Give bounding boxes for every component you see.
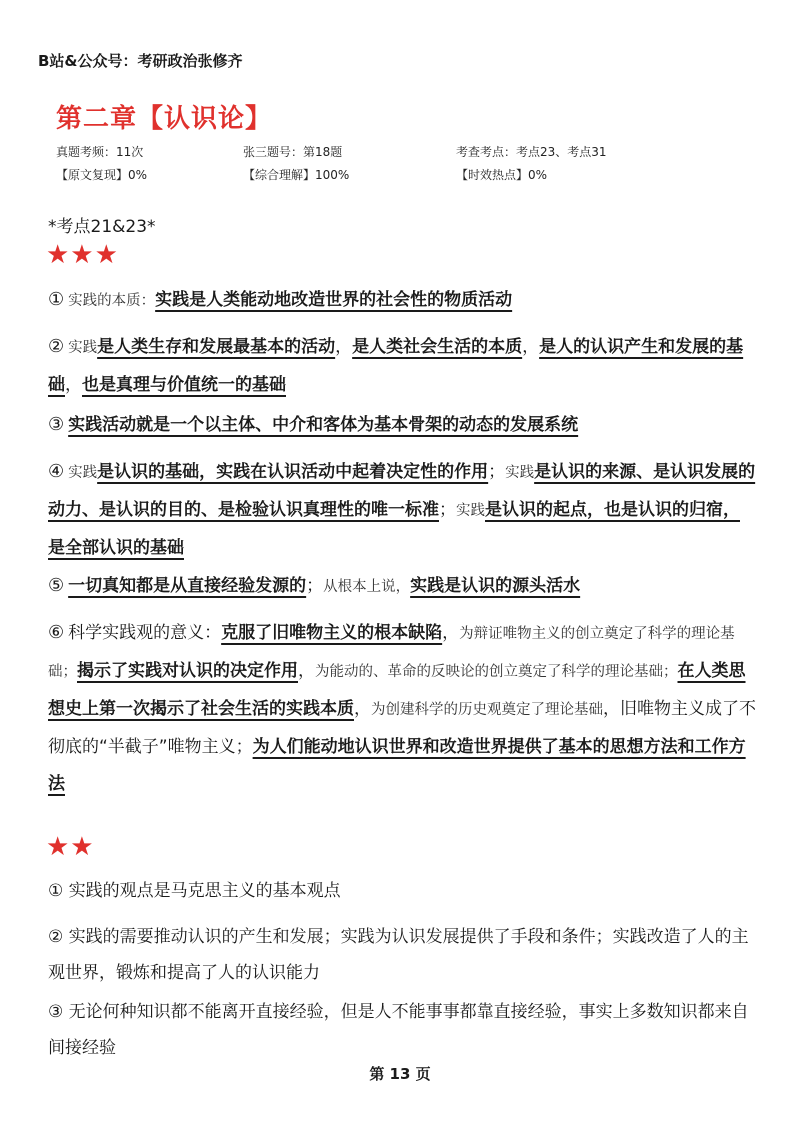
header-brand: B站&公众号：考研政治张修齐 (38, 52, 243, 70)
item-3-1: ① 实践的本质：实践是人类能动地改造世界的社会性的物质活动 (48, 289, 513, 310)
item-number: ② (48, 336, 65, 357)
meta-zhang-number: 张三题号：第18题 (243, 145, 343, 159)
item-2-1: ① 实践的观点是马克思主义的基本观点 (48, 881, 341, 901)
item-3-3: ③ 实践活动就是一个以主体、中介和客体为基本骨架的动态的发展系统 (48, 414, 579, 435)
item-2-3: ③ 无论何种知识都不能离开直接经验，但是人不能事事都靠直接经验，事实上多数知识都来自间接经验 (48, 1002, 749, 1058)
item-3-2: ② 实践是人类生存和发展最基本的活动，是人类社会生活的本质，是人的认识产生和发展的基础，也是真理与价值统一的基础 (48, 336, 744, 395)
item-3-4: ④ 实践是认识的基础，实践在认识活动中起着决定性的作用；实践是认识的来源、是认识发展的动力、是认识的目的、是检验认识真理性的唯一标准；实践是认识的起点，也是认识的归宿，是全部认识的基础 (48, 461, 756, 558)
section-label: *考点21&23* (48, 217, 156, 237)
chapter-title: 第二章【认识论】 (56, 104, 273, 134)
item-2-2: ② 实践的需要推动认识的产生和发展；实践为认识发展提供了手段和条件；实践改造了人的主观世界，锻炼和提高了人的认识能力 (48, 927, 749, 983)
meta-test-points: 考查考点：考点23、考点31 (456, 145, 607, 159)
item-3-6: ⑥ 科学实践观的意义：克服了旧唯物主义的根本缺陷，为辩证唯物主义的创立奠定了科学的理论基础；揭示了实践对认识的决定作用，为能动的、革命的反映论的创立奠定了科学的理论基础；在人类思想史上第一次揭示了社会生活的实践本质，为创建科学的历史观奠定了理论基础，旧唯物主义成了不彻底的“半截子”唯物主义；为人们能动地认识世界和改造世界提供了基本的思想方法和工作方法 (48, 622, 756, 794)
meta-original: 【原文复现】0% (56, 168, 148, 182)
item-number: ⑤ (48, 575, 65, 596)
item-number: ④ (48, 461, 65, 482)
meta-comprehensive: 【综合理解】100% (243, 168, 350, 182)
meta-frequency: 真题考频：11次 (56, 145, 144, 159)
item-3-5: ⑤ 一切真知都是从直接经验发源的；从根本上说，实践是认识的源头活水 (48, 575, 581, 596)
item-number: ① (48, 881, 64, 901)
item-number: ② (48, 927, 64, 947)
two-star-rating: ★★ (46, 832, 95, 862)
item-number: ③ (48, 1002, 64, 1022)
three-star-rating: ★★★ (46, 240, 119, 270)
item-number: ③ (48, 414, 65, 435)
page-number: 第 13 页 (369, 1065, 431, 1083)
item-number: ⑥ (48, 622, 65, 643)
item-number: ① (48, 289, 65, 310)
meta-hot: 【时效热点】0% (456, 168, 548, 182)
